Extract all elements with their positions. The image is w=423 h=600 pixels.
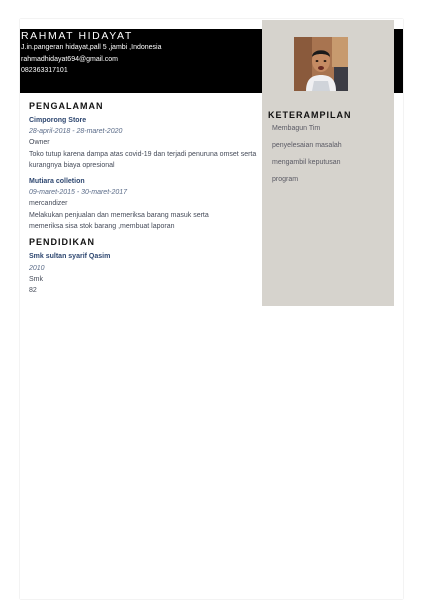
experience-description: Melakukan penjualan dan memeriksa barang masuk serta memeriksa sisa stok barang ,membuat laporan (29, 212, 209, 230)
person-name: RAHMAT HIDAYAT (21, 30, 133, 42)
education-heading: PENDIDIKAN (29, 237, 96, 247)
education-score: 82 (29, 287, 37, 294)
experience-company: Cimporong Store (29, 117, 87, 124)
experience-dates: 09-maret-2015 - 30-maret-2017 (29, 189, 128, 196)
skill-item: program (272, 176, 299, 183)
skills-list (272, 125, 382, 193)
avatar (294, 37, 348, 91)
skill-item: Membagun Tim (272, 125, 321, 132)
address-text: J.in.pangeran hidayat,pall 5 ,jambi ,Indonesia (21, 44, 162, 51)
experience-role: mercandizer (29, 200, 68, 207)
profile-photo-icon (294, 37, 348, 91)
skill-item: mengambil keputusan (272, 159, 341, 166)
skill-item: penyelesaian masalah (272, 142, 342, 149)
experience-dates: 28-april-2018 - 28-maret-2020 (29, 128, 123, 135)
experience-description: Toko tutup karena dampa atas covid-19 dan terjadi penuruna omset serta kurangnya biaya opresional (29, 151, 257, 169)
education-school: Smk sultan syarif Qasim (29, 253, 111, 260)
education-major: Smk (29, 276, 43, 283)
experience-heading: PENGALAMAN (29, 101, 104, 111)
experience-company: Mutiara colletion (29, 178, 85, 185)
phone-text: 082363317101 (21, 67, 68, 74)
skills-heading: KETERAMPILAN (268, 110, 352, 120)
email-text: rahmadhidayat694@gmail.com (21, 56, 118, 63)
experience-role: Owner (29, 139, 50, 146)
education-year: 2010 (29, 265, 45, 272)
